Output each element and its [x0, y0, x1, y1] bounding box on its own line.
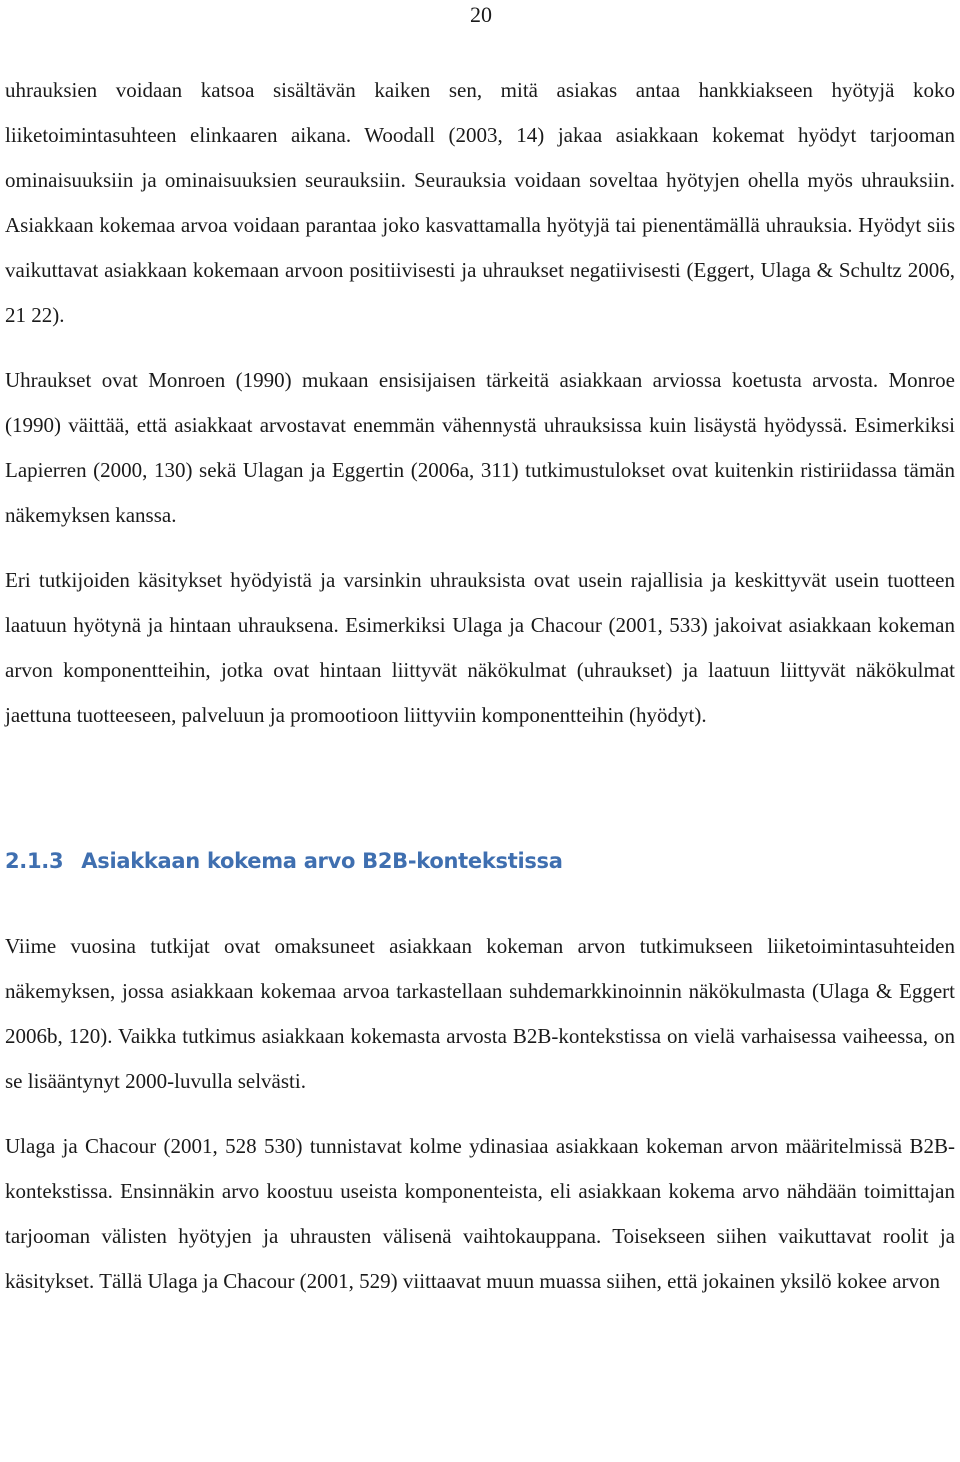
section-title: Asiakkaan kokema arvo B2B-kontekstissa — [81, 849, 563, 873]
page-number: 20 — [470, 2, 492, 27]
paragraph-1: uhrauksien voidaan katsoa sisältävän kaiken sen, mitä asiakas antaa hankkiakseen hyötyjä koko liiketoimintasuhteen elinkaaren aikana. Woodall (2003, 14) jakaa asiakkaan kokemat hyödyt tarjooman ominaisuuksiin ja ominaisuuksien seurauksiin. Seurauksia voidaan soveltaa hyötyjen ohella myös uhrauksiin. Asiakkaan kokemaa arvoa voidaan parantaa joko kasvattamalla hyötyjä tai pienentämällä uhrauksia. Hyödyt siis vaikuttavat asiakkaan kokemaan arvoon positiivisesti ja uhraukset negatiivisesti (Eggert, Ulaga & Schultz 2006, 21 22). — [5, 78, 955, 327]
paragraph-2: Uhraukset ovat Monroen (1990) mukaan ensisijaisen tärkeitä asiakkaan arviossa koetusta arvosta. Monroe (1990) väittää, että asiakkaat arvostavat enemmän vähennystä uhrauksissa kuin lisäystä hyödyssä. Esimerkiksi Lapierren (2000, 130) sekä Ulagan ja Eggertin (2006a, 311) tutkimustulokset ovat kuitenkin ristiriidassa tämän näkemyksen kanssa. — [5, 368, 955, 527]
paragraph-5: Ulaga ja Chacour (2001, 528 530) tunnistavat kolme ydinasiaa asiakkaan kokeman arvon määritelmissä B2B-kontekstissa. Ensinnäkin arvo koostuu useista komponenteista, eli asiakkaan kokema arvo nähdään toimittajan tarjooman välisten hyötyjen ja uhrausten välisenä vaihtokauppana. Toisekseen siihen vaikuttavat roolit ja käsitykset. Tällä Ulaga ja Chacour (2001, 529) viittaavat muun muassa siihen, että jokainen yksilö kokee arvon — [5, 1134, 955, 1293]
paragraph-4: Viime vuosina tutkijat ovat omaksuneet asiakkaan kokeman arvon tutkimukseen liiketoimintasuhteiden näkemyksen, jossa asiakkaan kokemaa arvoa tarkastellaan suhdemarkkinoinnin näkökulmasta (Ulaga & Eggert 2006b, 120). Vaikka tutkimus asiakkaan kokemasta arvosta B2B-kontekstissa on vielä varhaisessa vaiheessa, on se lisääntynyt 2000-luvulla selvästi. — [5, 934, 955, 1093]
document-body — [5, 68, 955, 1304]
paragraph-3: Eri tutkijoiden käsitykset hyödyistä ja varsinkin uhrauksista ovat usein rajallisia ja keskittyvät usein tuotteen laatuun hyötynä ja hintaan uhrauksena. Esimerkiksi Ulaga ja Chacour (2001, 533) jakoivat asiakkaan kokeman arvon komponentteihin, jotka ovat hintaan liittyvät näkökulmat (uhraukset) ja laatuun liittyvät näkökulmat jaettuna tuotteeseen, palveluun ja promootioon liittyviin komponentteihin (hyödyt). — [5, 568, 955, 727]
section-number: 2.1.3 — [5, 849, 64, 873]
section-heading — [5, 738, 955, 924]
